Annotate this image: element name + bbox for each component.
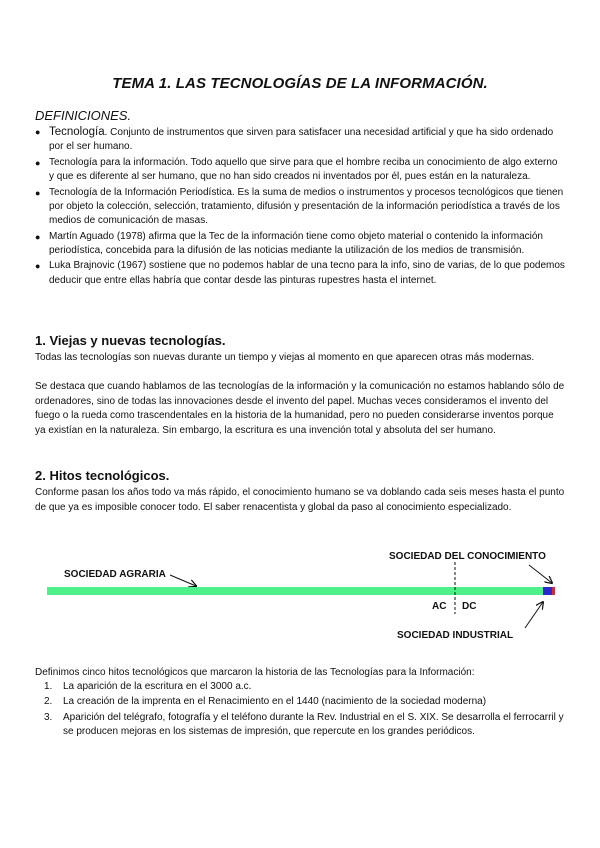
arrow-agraria [170, 575, 196, 586]
timeline-industrial-segment [543, 587, 552, 595]
list-item [35, 695, 565, 709]
milestones-list [35, 680, 565, 741]
list-item [35, 125, 565, 155]
list-item [35, 259, 565, 288]
list-item [35, 230, 565, 259]
label-sociedad-agraria: SOCIEDAD AGRARIA [64, 569, 166, 580]
society-timeline-diagram [0, 548, 600, 658]
definition-text: Martín Aguado (1978) afirma que la Tec de la información tiene como objeto material o contenido la información periodística, concebida para la difusión de las noticias mediante la utilización de los medios de transmisión. [49, 230, 543, 256]
definition-text: . Conjunto de instrumentos que sirven para satisfacer una necesidad artificial y que ha sido ordenado por el ser humano. [49, 127, 554, 153]
section1-heading: 1. Viejas y nuevas tecnologías. [35, 333, 226, 348]
definitions-heading: DEFINICIONES. [35, 108, 132, 123]
label-sociedad-conocimiento: SOCIEDAD DEL CONOCIMIENTO [389, 551, 546, 562]
list-number: 1. [44, 681, 53, 692]
arrow-industrial [525, 602, 543, 628]
definition-text: Luka Brajnovic (1967) sostiene que no podemos hablar de una tecno para la info, sino de varias, de lo que podemos deducir que entre ellas habría que contar desde las pinturas rupestres hasta el internet. [49, 260, 565, 286]
definition-term: Tecnología [49, 126, 105, 138]
label-sociedad-industrial: SOCIEDAD INDUSTRIAL [397, 630, 514, 641]
section2-heading: 2. Hitos tecnológicos. [35, 468, 170, 483]
list-item [35, 711, 565, 740]
definition-text: Tecnología de la Información Periodística. Es la suma de medios o instrumentos y procesos tecnológicos que tienen por objeto la colección, selección, tratamiento, difusión y presentación de la información periodística a través de los medios de comunicación de masas. [49, 186, 564, 227]
section2-paragraph-1: Conforme pasan los años todo va más rápido, el conocimiento humano se va doblando cada seis meses hasta el punto de que ya es imposible conocer todo. El saber renacentista y global da paso al conocimiento especializado. [35, 487, 565, 513]
timeline-bar [47, 587, 543, 595]
list-item [35, 156, 565, 185]
bullet-icon: ● [35, 261, 41, 272]
bullet-icon: ● [35, 157, 41, 168]
label-ac: AC [432, 601, 447, 612]
bullet-icon: ● [35, 231, 41, 242]
milestone-text: La aparición de la escritura en el 3000 a.c. [63, 681, 252, 692]
section1-paragraph-1: Todas las tecnologías son nuevas durante un tiempo y viejas al momento en que aparecen otras más modernas. [35, 352, 535, 363]
label-dc: DC [462, 601, 477, 612]
page-title: TEMA 1. LAS TECNOLOGÍAS DE LA INFORMACIÓN. [112, 75, 488, 92]
milestone-text: Aparición del telégrafo, fotografía y el teléfono durante la Rev. Industrial en el S. XIX. Se desarrolla el ferrocarril y se producen mejoras en los sistemas de impresión, que repercute en los grandes periódicos. [63, 711, 564, 738]
milestones-intro: Definimos cinco hitos tecnológicos que marcaron la historia de las Tecnologías para la Información: [35, 667, 475, 678]
list-item [35, 680, 565, 694]
definitions-list [35, 125, 565, 289]
list-number: 2. [44, 696, 53, 708]
arrow-conocimiento [529, 565, 552, 583]
milestone-text: La creación de la imprenta en el Renacimiento en el 1440 (nacimiento de la sociedad moderna) [63, 696, 487, 708]
bullet-icon: ● [35, 187, 41, 198]
list-item [35, 186, 565, 229]
section1-paragraph-2: Se destaca que cuando hablamos de las tecnologías de la información y la comunicación no estamos hablando sólo de ordenadores, sino de todas las innovaciones desde el invento del papel. Muchas veces consideramos el invento del fuego o la rueda como trascendentales en la historia de la humanidad, pero no pueden considerarse inventos porque ya existían en la naturaleza. Sin embargo, la escritura es una invención total y absoluta del ser humano. [35, 381, 565, 436]
definition-text: Tecnología para la información. Todo aquello que sirve para que el hombre reciba un conocimiento de algo externo y que es diferente al ser humano, que no han sido creados ni inventados por él, pues están en la naturaleza. [49, 156, 558, 183]
bullet-icon: ● [35, 127, 41, 137]
list-number: 3. [44, 711, 53, 723]
timeline-knowledge-segment [552, 587, 555, 595]
